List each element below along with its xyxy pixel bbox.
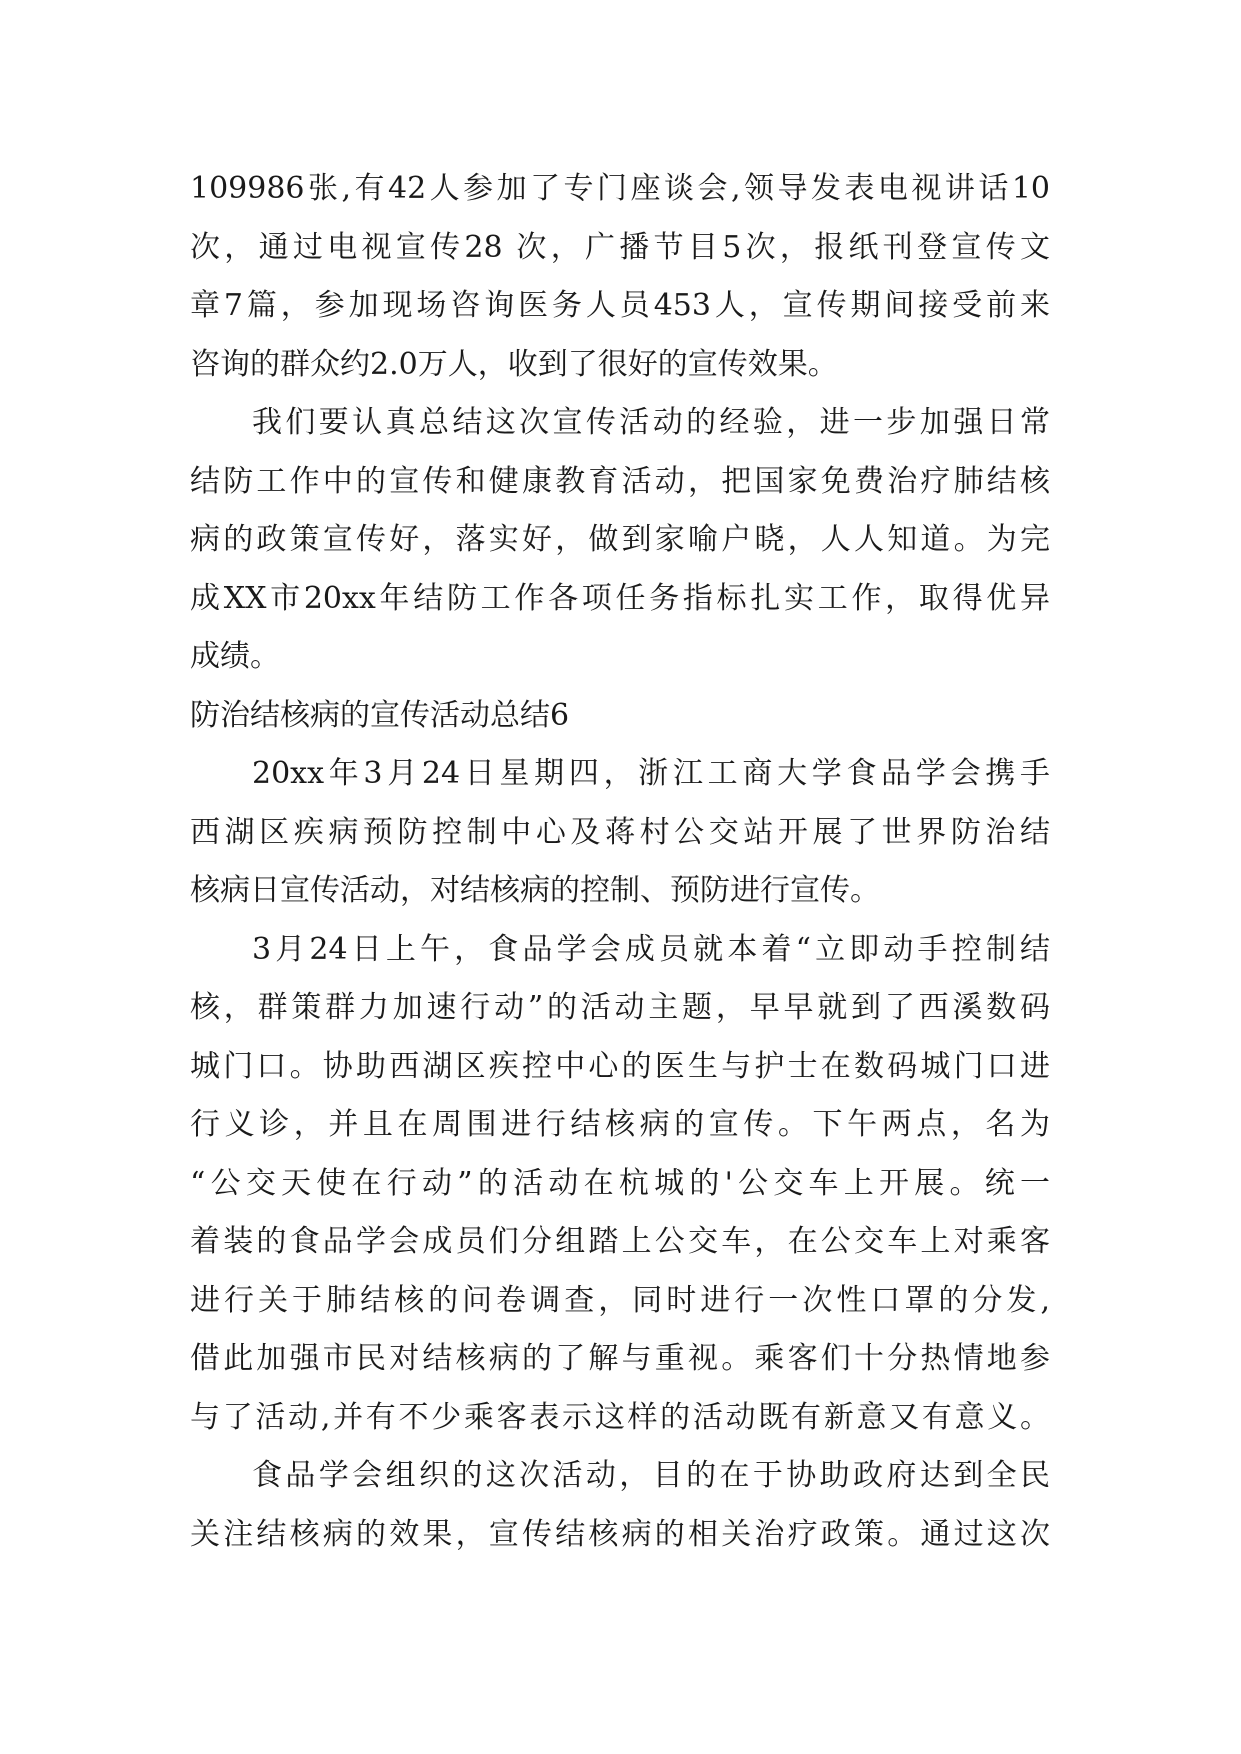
text-line: 关注结核病的效果，宣传结核病的相关治疗政策。通过这次	[190, 1516, 1050, 1552]
text-line: 咨询的群众约2.0万人，收到了很好的宣传效果。	[190, 346, 838, 382]
text-line: 城门口。协助西湖区疾控中心的医生与护士在数码城门口进	[190, 1048, 1050, 1084]
text-line: 病的政策宣传好，落实好，做到家喻户晓，人人知道。为完	[190, 522, 1050, 557]
text-line: 成绩。	[190, 639, 280, 674]
text-line: 借此加强市民对结核病的了解与重视。乘客们十分热情地参	[190, 1341, 1050, 1376]
text-line: 成XX市20xx年结防工作各项任务指标扎实工作，取得优异	[190, 580, 1050, 616]
text-line: 行义诊，并且在周围进行结核病的宣传。下午两点，名为	[190, 1107, 1050, 1142]
text-line: 我们要认真总结这次宣传活动的经验，进一步加强日常	[252, 405, 1050, 440]
section-heading: 防治结核病的宣传活动总结6	[190, 697, 570, 733]
text-line: 与了活动,并有不少乘客表示这样的活动既有新意又有意义。	[190, 1399, 1050, 1435]
text-line: 西湖区疾病预防控制中心及蒋村公交站开展了世界防治结	[190, 814, 1050, 850]
text-line: 食品学会组织的这次活动，目的在于协助政府达到全民	[252, 1458, 1050, 1493]
text-line: “公交天使在行动”的活动在杭城的'公交车上开展。统一	[190, 1165, 1050, 1201]
text-line: 109986张,有42人参加了专门座谈会,领导发表电视讲话10	[190, 171, 1050, 206]
document-body	[190, 160, 1050, 1564]
text-line: 3月24日上午，食品学会成员就本着“立即动手控制结	[252, 931, 1050, 967]
text-line: 核病日宣传活动，对结核病的控制、预防进行宣传。	[190, 873, 880, 908]
text-line: 次，通过电视宣传28 次，广播节目5次，报纸刊登宣传文	[190, 229, 1050, 265]
text-line: 着装的食品学会成员们分组踏上公交车，在公交车上对乘客	[190, 1224, 1050, 1259]
text-line: 核，群策群力加速行动”的活动主题，早早就到了西溪数码	[190, 990, 1050, 1025]
text-line: 进行关于肺结核的问卷调查，同时进行一次性口罩的分发,	[190, 1282, 1050, 1318]
text-line: 结防工作中的宣传和健康教育活动，把国家免费治疗肺结核	[190, 463, 1050, 499]
text-line: 章7篇，参加现场咨询医务人员453人，宣传期间接受前来	[190, 288, 1050, 323]
text-line: 20xx年3月24日星期四，浙江工商大学食品学会携手	[252, 756, 1050, 791]
